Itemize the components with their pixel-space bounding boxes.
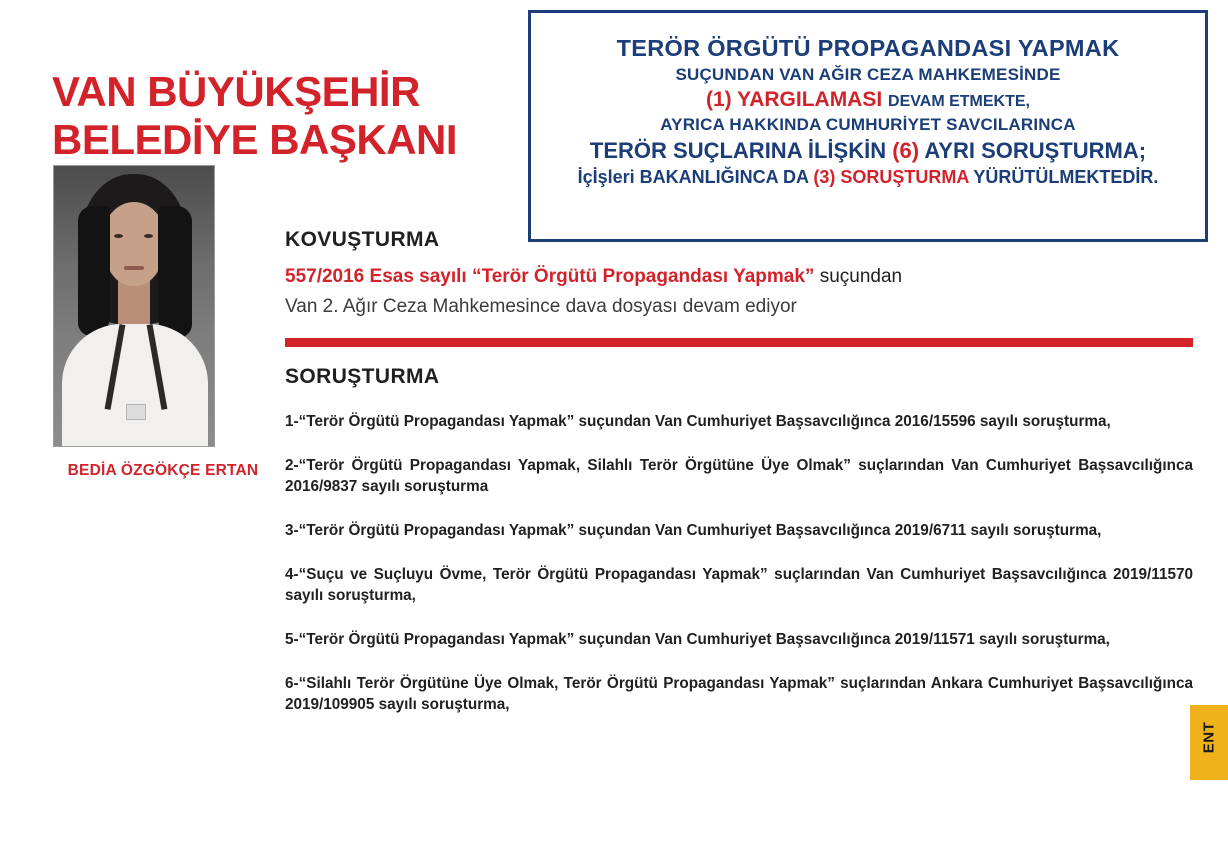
prosecution-heading: KOVUŞTURMA	[285, 228, 440, 251]
corner-marker	[1190, 705, 1228, 780]
notice-line-6	[545, 167, 1191, 188]
notice-line-4: AYRICA HAKKINDA CUMHURİYET SAVCILARINCA	[660, 115, 1076, 134]
notice-line-5	[545, 138, 1191, 164]
prosecution-case-number: 557/2016 Esas sayılı “Terör Örgütü Propagandası Yapmak”	[285, 266, 815, 287]
portrait-eye-right	[144, 234, 153, 238]
portrait-mouth	[124, 266, 144, 270]
list-item: 5-“Terör Örgütü Propagandası Yapmak” suçundan Van Cumhuriyet Başsavcılığınca 2019/11571 sayılı soruşturma,	[285, 631, 1110, 648]
list-item: 2-“Terör Örgütü Propagandası Yapmak, Silahlı Terör Örgütüne Üye Olmak” suçlarından Van Cumhuriyet Başsavcılığınca 2016/9837 sayılı soruşturma	[285, 457, 1193, 495]
notice-box	[528, 10, 1208, 242]
avatar-caption: BEDİA ÖZGÖKÇE ERTAN	[67, 462, 259, 479]
corner-marker-label: ENT	[1200, 721, 1218, 754]
page-title-line-1: VAN BÜYÜKŞEHİR	[52, 68, 420, 116]
portrait-hair-left	[78, 206, 110, 336]
investigation-list	[285, 411, 1205, 715]
notice-investigation-count: (6)	[892, 138, 920, 163]
notice-line-1: TERÖR ÖRGÜTÜ PROPAGANDASI YAPMAK	[616, 35, 1120, 61]
notice-line-5-b: AYRI SORUŞTURMA;	[924, 138, 1147, 163]
prosecution-line-1-rest: suçundan	[814, 266, 903, 287]
list-item: 3-“Terör Örgütü Propagandası Yapmak” suçundan Van Cumhuriyet Başsavcılığınca 2019/6711 sayılı soruşturma,	[285, 522, 1102, 539]
portrait-shirt	[62, 324, 208, 446]
notice-prosecution-count: (1) YARGILAMASI	[706, 88, 883, 111]
divider	[285, 338, 1193, 347]
avatar	[53, 165, 215, 447]
notice-line-5-a: TERÖR SUÇLARINA İLİŞKİN	[589, 138, 887, 163]
notice-line-6-a: İçİşleri BAKANLIĞINCA DA	[577, 167, 809, 187]
portrait-hair-right	[158, 206, 192, 338]
investigation-heading: SORUŞTURMA	[285, 365, 440, 388]
portrait-id-badge	[126, 404, 146, 420]
prosecution-line-2: Van 2. Ağır Ceza Mahkemesince dava dosyası devam ediyor	[285, 296, 797, 317]
portrait-eye-left	[114, 234, 123, 238]
list-item: 6-“Silahlı Terör Örgütüne Üye Olmak, Terör Örgütü Propagandası Yapmak” suçlarından Ankara Cumhuriyet Başsavcılığınca 2019/109905 sayılı soruşturma,	[285, 675, 1193, 713]
notice-line-3	[545, 88, 1191, 112]
portrait-face	[102, 202, 166, 286]
notice-line-6-b: YÜRÜTÜLMEKTEDİR.	[973, 167, 1159, 187]
page-title-line-2: BELEDİYE BAŞKANI	[52, 116, 458, 164]
list-item: 4-“Suçu ve Suçluyu Övme, Terör Örgütü Propagandası Yapmak” suçlarından Van Cumhuriyet Başsavcılığınca 2019/11570 sayılı soruşturma,	[285, 566, 1193, 604]
notice-line-3-rest: DEVAM ETMEKTE,	[888, 93, 1030, 110]
notice-ministry-count: (3) SORUŞTURMA	[813, 167, 969, 187]
main-content	[285, 228, 1205, 738]
prosecution-line-1	[285, 264, 1205, 290]
notice-line-2: SUÇUNDAN VAN AĞIR CEZA MAHKEMESİNDE	[675, 65, 1061, 84]
list-item: 1-“Terör Örgütü Propagandası Yapmak” suçundan Van Cumhuriyet Başsavcılığınca 2016/15596 sayılı soruşturma,	[285, 413, 1111, 430]
page-title	[52, 68, 522, 164]
